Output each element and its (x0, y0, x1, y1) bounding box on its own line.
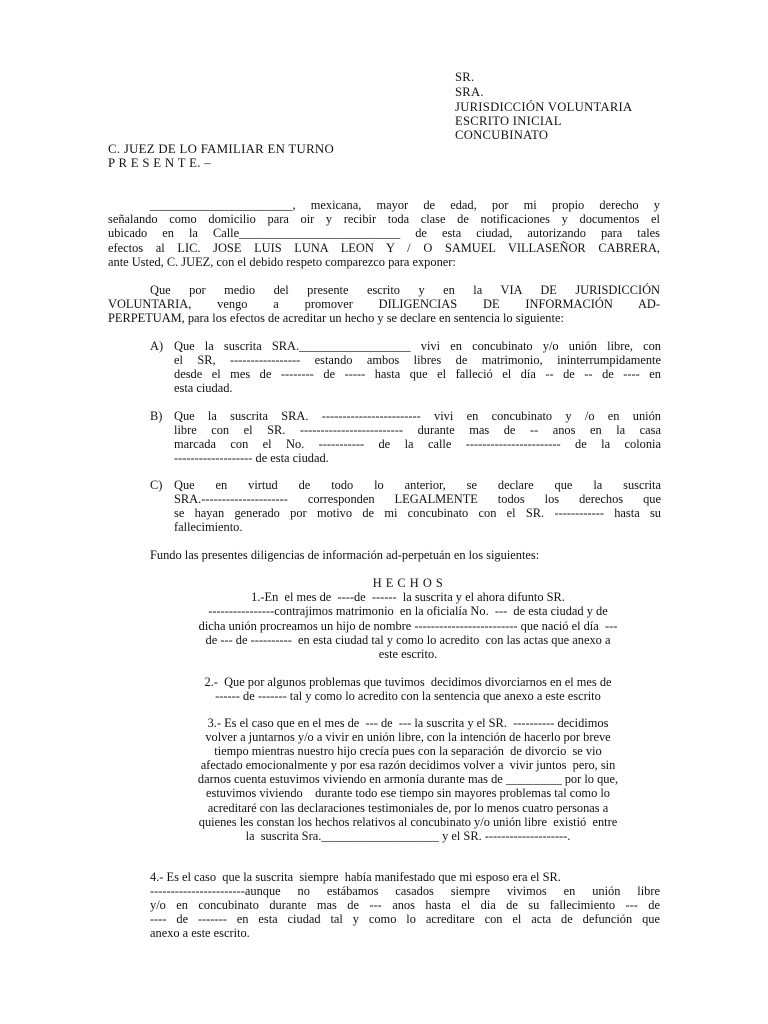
item-b-line: libre con el SR. ------------------------- durante mas de -- anos en la casa (174, 423, 661, 437)
hecho-3-line: darnos cuenta estuvimos viviendo en armonía durante mas de _________ por lo que, (197, 772, 619, 786)
item-marker-b: B) (150, 409, 163, 423)
item-c-line: Que en virtud de todo lo anterior, se declare que la suscrita (174, 478, 661, 492)
item-a-line: el SR, ----------------- estando ambos libres de matrimonio, ininterrumpidamente (174, 353, 661, 367)
hecho-3-line: volver a juntarnos y/o a vivir en unión libre, con la intención de hacerlo por breve (205, 730, 611, 744)
item-b-line: Que la suscrita SRA. ------------------------ vivi en concubinato y /o en unión (174, 409, 661, 423)
hecho-4-line: y/o en concubinato durante mas de --- anos hasta el dia de su fallecimiento --- de (150, 898, 660, 912)
hecho-4-line: ---- de ------- en esta ciudad tal y como lo acreditare con el acta de defunción que (150, 912, 660, 926)
intro-line: señalando como domicilio para oir y recibir toda clase de notificaciones y documentos el (108, 212, 660, 226)
hecho-4-line: anexo a este escrito. (150, 926, 250, 940)
hecho-3-line: 3.- Es el caso que en el mes de --- de --- la suscrita y el SR. ---------- decidimos (207, 716, 609, 730)
hecho-4-line: 4.- Es el caso que la suscrita siempre había manifestado que mi esposo era el SR. (150, 870, 561, 884)
hechos-title: H E C H O S (372, 576, 444, 590)
header-line-sr: SR. (455, 70, 475, 84)
hecho-1-line: 1.-En el mes de ----de ------ la suscrita y el ahora difunto SR. (251, 590, 565, 604)
intro-line: efectos al LIC. JOSE LUIS LUNA LEON Y / O SAMUEL VILLASEÑOR CABRERA, (108, 241, 660, 255)
addressee-judge: C. JUEZ DE LO FAMILIAR EN TURNO (108, 142, 335, 156)
addressee-present: P R E S E N T E. – (108, 156, 211, 170)
hecho-1-line: este escrito. (378, 647, 438, 661)
statement-line: Que por medio del presente escrito y en la VIA DE JURISDICCIÓN (150, 283, 660, 297)
hecho-3-line: quienes les constan los hechos relativos al concubinato y/o unión libre existió entre (198, 815, 618, 829)
item-a-line: desde el mes de -------- de ----- hasta que el falleció el día -- de -- de ---- en (174, 367, 661, 381)
intro-line: ubicado en la Calle__________________________ de esta ciudad, autorizando para tales (108, 226, 660, 240)
item-c-line: SRA.--------------------- corresponden LEGALMENTE todos los derechos que (174, 492, 661, 506)
header-line-subject: CONCUBINATO (455, 128, 549, 142)
hecho-1-line: ----------------contrajimos matrimonio en la oficialía No. --- de esta ciudad y de (208, 604, 608, 618)
hecho-1-line: dicha unión procreamos un hijo de nombre ------------------------- que nació el día --- (198, 619, 618, 633)
item-marker-a: A) (150, 339, 164, 353)
header-line-sra: SRA. (455, 85, 484, 99)
item-c-line: se hayan generado por motivo de mi concubinato con el SR. ------------ hasta su (174, 506, 661, 520)
statement-line: VOLUNTARIA, vengo a promover DILIGENCIAS DE INFORMACIÓN AD- (108, 297, 660, 311)
intro-line: _______________________, mexicana, mayor de edad, por mi propio derecho y (150, 198, 660, 212)
hecho-3-line: tiempo mientras nuestro hijo crecía pues con la separación de divorcio se vio (214, 744, 602, 758)
header-line-document: ESCRITO INICIAL (455, 114, 562, 128)
header-line-procedure: JURISDICCIÓN VOLUNTARIA (455, 100, 633, 114)
item-b-line: ------------------- de esta ciudad. (174, 451, 329, 465)
hecho-3-line: acreditaré con las declaraciones testimoniales de, por lo menos cuatro personas a (207, 801, 609, 815)
fundo-paragraph: Fundo las presentes diligencias de información ad-perpetuán en los siguientes: (150, 548, 540, 562)
item-c-line: fallecimiento. (174, 520, 243, 534)
item-b-line: marcada con el No. ----------- de la calle ----------------------- de la colonia (174, 437, 661, 451)
hecho-3-line: estuvimos viviendo durante todo ese tiempo sin mayores problemas tal como lo (206, 786, 610, 800)
hecho-3-line: la suscrita Sra.___________________ y el SR. --------------------. (245, 829, 571, 843)
hecho-3-line: afectado emocionalmente y por esa razón decidimos volver a vivir juntos pero, sin (200, 758, 616, 772)
item-marker-c: C) (150, 478, 163, 492)
hecho-4-line: -----------------------aunque no estábamos casados siempre vivimos en unión libre (150, 884, 660, 898)
intro-line: ante Usted, C. JUEZ, con el debido respeto comparezco para exponer: (108, 255, 456, 269)
hecho-2-line: ------ de ------- tal y como lo acredito con la sentencia que anexo a este escrito (215, 689, 601, 703)
item-a-line: esta ciudad. (174, 381, 233, 395)
hecho-2-line: 2.- Que por algunos problemas que tuvimos decidimos divorciarnos en el mes de (204, 675, 612, 689)
statement-line: PERPETUAM, para los efectos de acreditar un hecho y se declare en sentencia lo siguiente: (108, 311, 564, 325)
hecho-1-line: de --- de ---------- en esta ciudad tal y como lo acredito con las actas que anexo a (205, 633, 611, 647)
item-a-line: Que la suscrita SRA.__________________ vivi en concubinato y/o unión libre, con (174, 339, 661, 353)
